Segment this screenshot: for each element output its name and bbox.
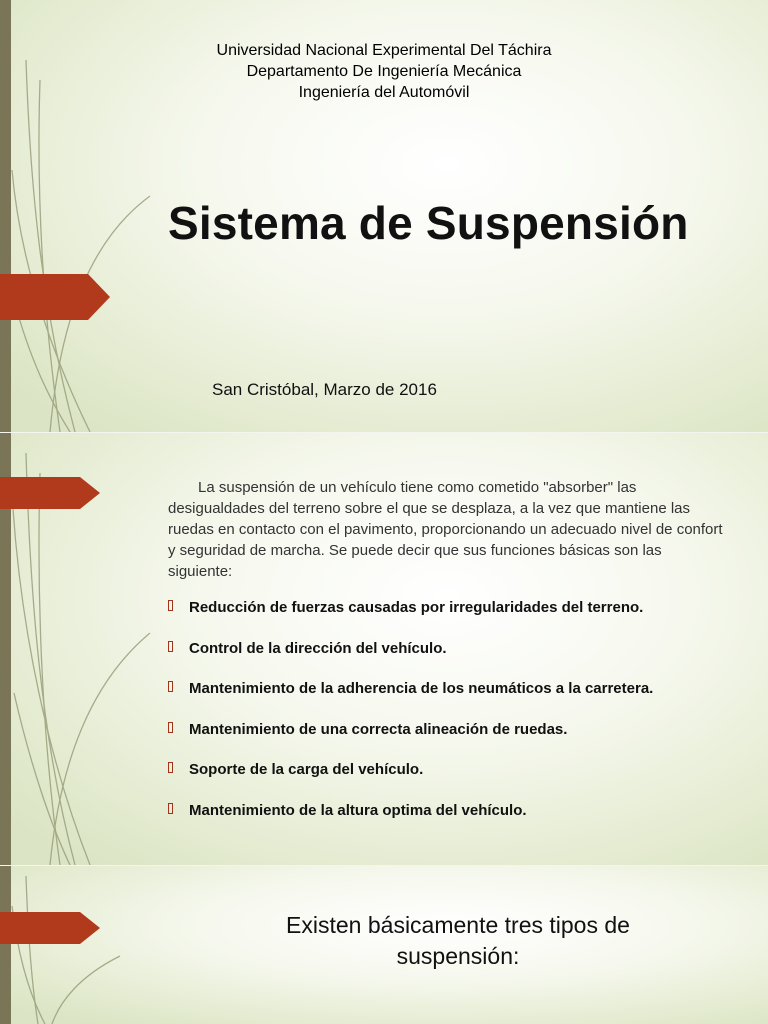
square-bullet-icon [168, 762, 173, 773]
university-name: Universidad Nacional Experimental Del Táchira [216, 42, 552, 59]
square-bullet-icon [168, 803, 173, 814]
square-bullet-icon [168, 722, 173, 733]
institution-header [0, 40, 768, 103]
list-item-text: Soporte de la carga del vehículo. [189, 761, 424, 778]
square-bullet-icon [168, 600, 173, 611]
heading-line-1: Existen básicamente tres tipos de [286, 912, 630, 938]
list-item-text: Reducción de fuerzas causadas por irregularidades del terreno. [189, 599, 644, 616]
presentation-title: Sistema de Suspensión [168, 197, 689, 249]
list-item-text: Control de la dirección del vehículo. [189, 639, 447, 657]
list-item [168, 640, 748, 681]
red-arrow-marker [0, 477, 100, 509]
slide-types [0, 866, 768, 1024]
list-item [168, 599, 748, 640]
course-name: Ingeniería del Automóvil [298, 84, 470, 101]
list-item [168, 680, 748, 721]
list-item [168, 761, 748, 802]
list-item-text: Mantenimiento de la adherencia de los neumáticos a la carretera. [189, 680, 654, 697]
list-item [168, 802, 748, 843]
square-bullet-icon [168, 641, 173, 652]
functions-list [168, 599, 748, 842]
intro-paragraph: La suspensión de un vehículo tiene como cometido "absorber" las desigualdades del terreno sobre el que se desplaza, a la vez que mantiene las ruedas en contacto con el pavimento, proporcionando un adecuado nivel de confort y seguridad de marcha. Se puede decir que sus funciones básicas son las siguiente: [168, 479, 723, 580]
slide-functions [0, 433, 768, 865]
heading-line-2: suspensión: [396, 943, 520, 969]
list-item-text: Mantenimiento de una correcta alineación de ruedas. [189, 720, 568, 738]
list-item [168, 721, 748, 762]
list-item-text: Mantenimiento de la altura optima del vehículo. [189, 801, 527, 819]
place-and-date: San Cristóbal, Marzo de 2016 [212, 380, 437, 399]
department-name: Departamento De Ingeniería Mecánica [246, 63, 522, 80]
slide-title [0, 0, 768, 432]
square-bullet-icon [168, 681, 173, 692]
red-arrow-marker [0, 274, 110, 320]
suspension-types-heading [168, 910, 748, 972]
red-arrow-marker [0, 912, 100, 944]
